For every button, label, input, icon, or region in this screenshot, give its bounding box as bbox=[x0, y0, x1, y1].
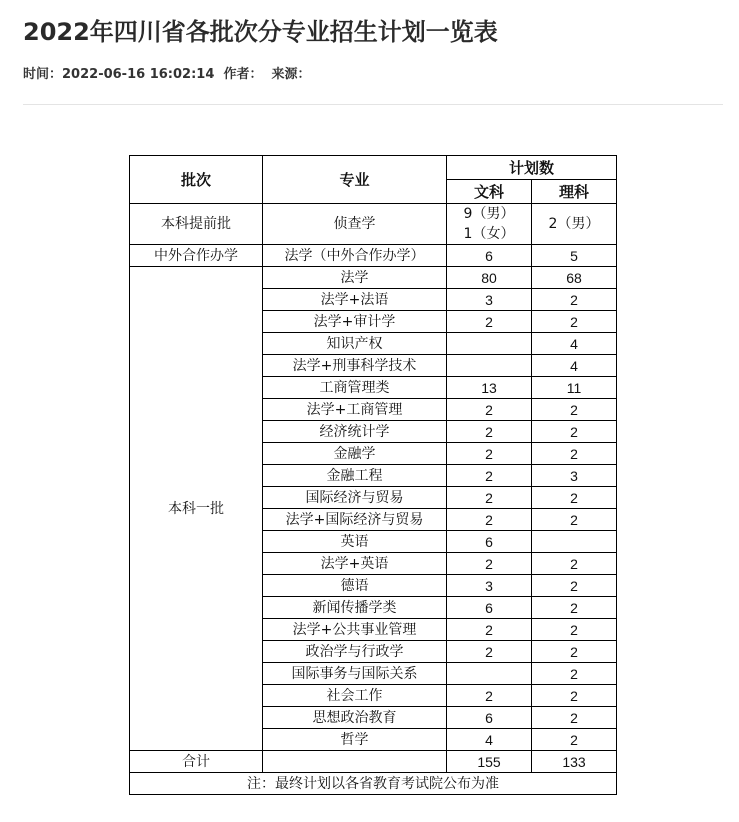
arts-cell: 2 bbox=[447, 619, 532, 641]
major-cell: 新闻传播学类 bbox=[263, 597, 447, 619]
table-row bbox=[130, 245, 617, 267]
arts-cell: 2 bbox=[447, 509, 532, 531]
note-row bbox=[130, 773, 617, 795]
total-major bbox=[263, 751, 447, 773]
science-cell: 2 bbox=[532, 553, 617, 575]
arts-cell: 2 bbox=[447, 399, 532, 421]
major-cell: 法学+法语 bbox=[263, 289, 447, 311]
major-cell: 德语 bbox=[263, 575, 447, 597]
header-row bbox=[130, 156, 617, 180]
author-label: 作者： bbox=[223, 67, 263, 82]
major-cell: 法学+英语 bbox=[263, 553, 447, 575]
header-major: 专业 bbox=[263, 156, 447, 204]
science-cell: 4 bbox=[532, 333, 617, 355]
total-science: 133 bbox=[532, 751, 617, 773]
science-cell: 3 bbox=[532, 465, 617, 487]
science-cell: 68 bbox=[532, 267, 617, 289]
science-cell: 2 bbox=[532, 685, 617, 707]
science-cell: 4 bbox=[532, 355, 617, 377]
science-cell: 2 bbox=[532, 575, 617, 597]
time-value: 2022-06-16 16:02:14 bbox=[62, 67, 215, 82]
science-cell: 2 bbox=[532, 597, 617, 619]
science-cell: 11 bbox=[532, 377, 617, 399]
source-label: 来源： bbox=[271, 67, 311, 82]
divider bbox=[23, 104, 723, 105]
science-cell: 2（男） bbox=[532, 204, 617, 245]
science-cell: 2 bbox=[532, 729, 617, 751]
science-cell: 2 bbox=[532, 619, 617, 641]
science-cell: 2 bbox=[532, 399, 617, 421]
arts-cell: 6 bbox=[447, 245, 532, 267]
major-cell: 知识产权 bbox=[263, 333, 447, 355]
arts-cell: 2 bbox=[447, 553, 532, 575]
science-cell: 2 bbox=[532, 443, 617, 465]
major-cell: 法学+工商管理 bbox=[263, 399, 447, 421]
arts-cell bbox=[447, 333, 532, 355]
science-cell: 2 bbox=[532, 289, 617, 311]
arts-cell: 13 bbox=[447, 377, 532, 399]
arts-female: 1（女） bbox=[463, 226, 515, 242]
major-cell: 政治学与行政学 bbox=[263, 641, 447, 663]
arts-cell: 6 bbox=[447, 531, 532, 553]
science-cell: 2 bbox=[532, 509, 617, 531]
arts-cell: 2 bbox=[447, 487, 532, 509]
arts-cell: 3 bbox=[447, 289, 532, 311]
major-cell: 哲学 bbox=[263, 729, 447, 751]
major-cell: 法学+公共事业管理 bbox=[263, 619, 447, 641]
arts-male: 9（男） bbox=[463, 206, 515, 222]
enrollment-plan-table bbox=[129, 155, 617, 795]
header-plan: 计划数 bbox=[447, 156, 617, 180]
arts-cell: 3 bbox=[447, 575, 532, 597]
arts-cell: 4 bbox=[447, 729, 532, 751]
table-row bbox=[130, 267, 617, 289]
arts-cell: 2 bbox=[447, 685, 532, 707]
arts-cell: 2 bbox=[447, 443, 532, 465]
arts-cell: 6 bbox=[447, 597, 532, 619]
major-cell: 经济统计学 bbox=[263, 421, 447, 443]
arts-cell: 2 bbox=[447, 421, 532, 443]
article-meta bbox=[23, 66, 311, 84]
header-arts: 文科 bbox=[447, 180, 532, 204]
arts-cell: 2 bbox=[447, 641, 532, 663]
batch-cell: 中外合作办学 bbox=[130, 245, 263, 267]
major-cell: 工商管理类 bbox=[263, 377, 447, 399]
major-cell: 金融学 bbox=[263, 443, 447, 465]
science-cell: 2 bbox=[532, 663, 617, 685]
table-row bbox=[130, 204, 617, 245]
major-cell: 法学（中外合作办学） bbox=[263, 245, 447, 267]
major-cell: 法学+刑事科学技术 bbox=[263, 355, 447, 377]
header-batch: 批次 bbox=[130, 156, 263, 204]
arts-cell: 80 bbox=[447, 267, 532, 289]
science-cell: 2 bbox=[532, 707, 617, 729]
page-title: 2022年四川省各批次分专业招生计划一览表 bbox=[23, 18, 498, 46]
batch-cell: 本科一批 bbox=[130, 267, 263, 751]
science-cell: 2 bbox=[532, 641, 617, 663]
note-text: 注：最终计划以各省教育考试院公布为准 bbox=[130, 773, 617, 795]
total-label: 合计 bbox=[130, 751, 263, 773]
major-cell: 法学+审计学 bbox=[263, 311, 447, 333]
arts-cell: 6 bbox=[447, 707, 532, 729]
arts-cell: 2 bbox=[447, 311, 532, 333]
total-row bbox=[130, 751, 617, 773]
arts-cell bbox=[447, 204, 532, 245]
total-arts: 155 bbox=[447, 751, 532, 773]
batch-cell: 本科提前批 bbox=[130, 204, 263, 245]
science-cell bbox=[532, 531, 617, 553]
major-cell: 侦查学 bbox=[263, 204, 447, 245]
science-cell: 2 bbox=[532, 421, 617, 443]
arts-cell: 2 bbox=[447, 465, 532, 487]
major-cell: 英语 bbox=[263, 531, 447, 553]
science-cell: 5 bbox=[532, 245, 617, 267]
major-cell: 思想政治教育 bbox=[263, 707, 447, 729]
major-cell: 金融工程 bbox=[263, 465, 447, 487]
major-cell: 社会工作 bbox=[263, 685, 447, 707]
science-cell: 2 bbox=[532, 311, 617, 333]
arts-cell bbox=[447, 663, 532, 685]
time-label: 时间： bbox=[23, 67, 63, 82]
science-cell: 2 bbox=[532, 487, 617, 509]
major-cell: 法学+国际经济与贸易 bbox=[263, 509, 447, 531]
header-science: 理科 bbox=[532, 180, 617, 204]
major-cell: 国际事务与国际关系 bbox=[263, 663, 447, 685]
arts-cell bbox=[447, 355, 532, 377]
major-cell: 国际经济与贸易 bbox=[263, 487, 447, 509]
major-cell: 法学 bbox=[263, 267, 447, 289]
